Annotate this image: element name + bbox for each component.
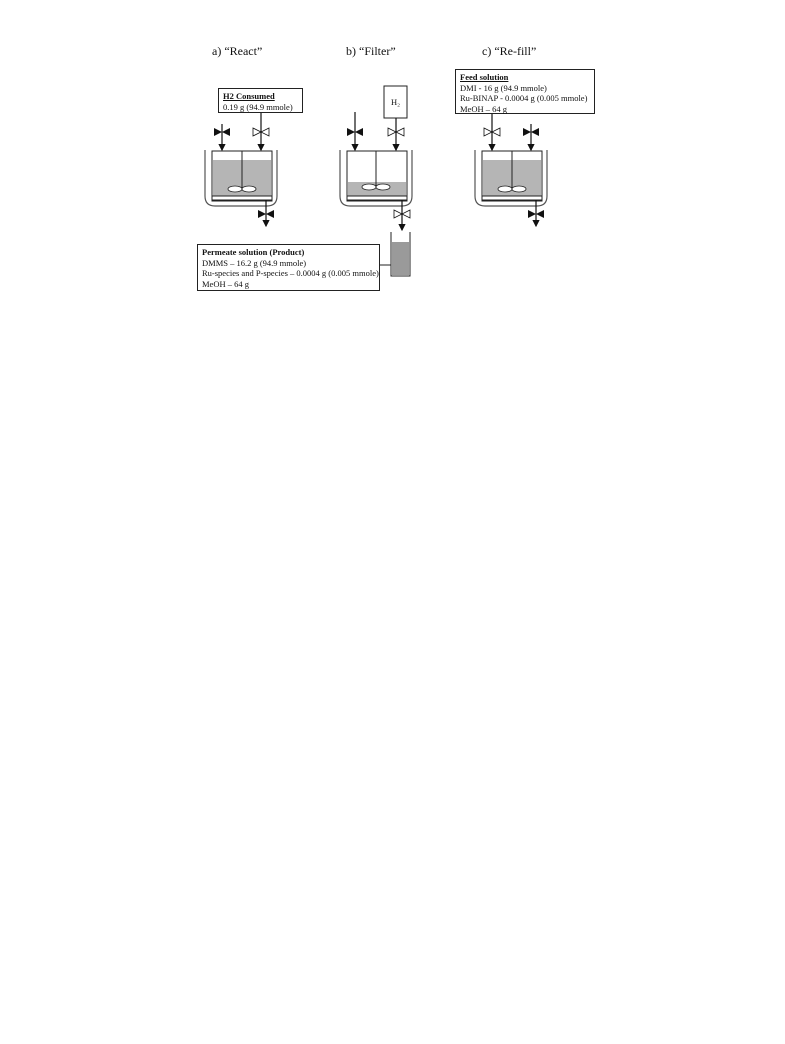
permeate-solution-line-2: Ru-species and P-species – 0.0004 g (0.005 mmole) [202,268,379,278]
feed-solution-line-2: Ru-BINAP - 0.0004 g (0.005 mmole) [460,93,588,103]
h2-consumed-heading: H2 Consumed [223,91,275,101]
h2-consumed-value: 0.19 g (94.9 mmole) [223,101,293,112]
panel-title-react: a) “React” [212,44,263,58]
permeate-solution-line-1: DMMS – 16.2 g (94.9 mmole) [202,257,307,268]
permeate-solution-box [197,244,380,291]
h2-consumed-box [218,88,303,113]
feed-solution-box [455,69,595,114]
panel-title-filter: b) “Filter” [346,44,396,58]
reactor-a [205,112,277,226]
feed-solution-heading: Feed solution [460,72,509,82]
reactor-c [475,113,547,226]
feed-solution-line-1: DMI - 16 g (94.9 mmole) [460,82,547,93]
h2-tank-label: H₂ [391,97,401,107]
permeate-solution-heading: Permeate solution (Product) [202,247,305,257]
permeate-solution-line-3: MeOH – 64 g [202,278,249,289]
panel-title-refill: c) “Re-fill” [482,44,537,58]
feed-solution-line-3: MeOH – 64 g [460,103,507,114]
